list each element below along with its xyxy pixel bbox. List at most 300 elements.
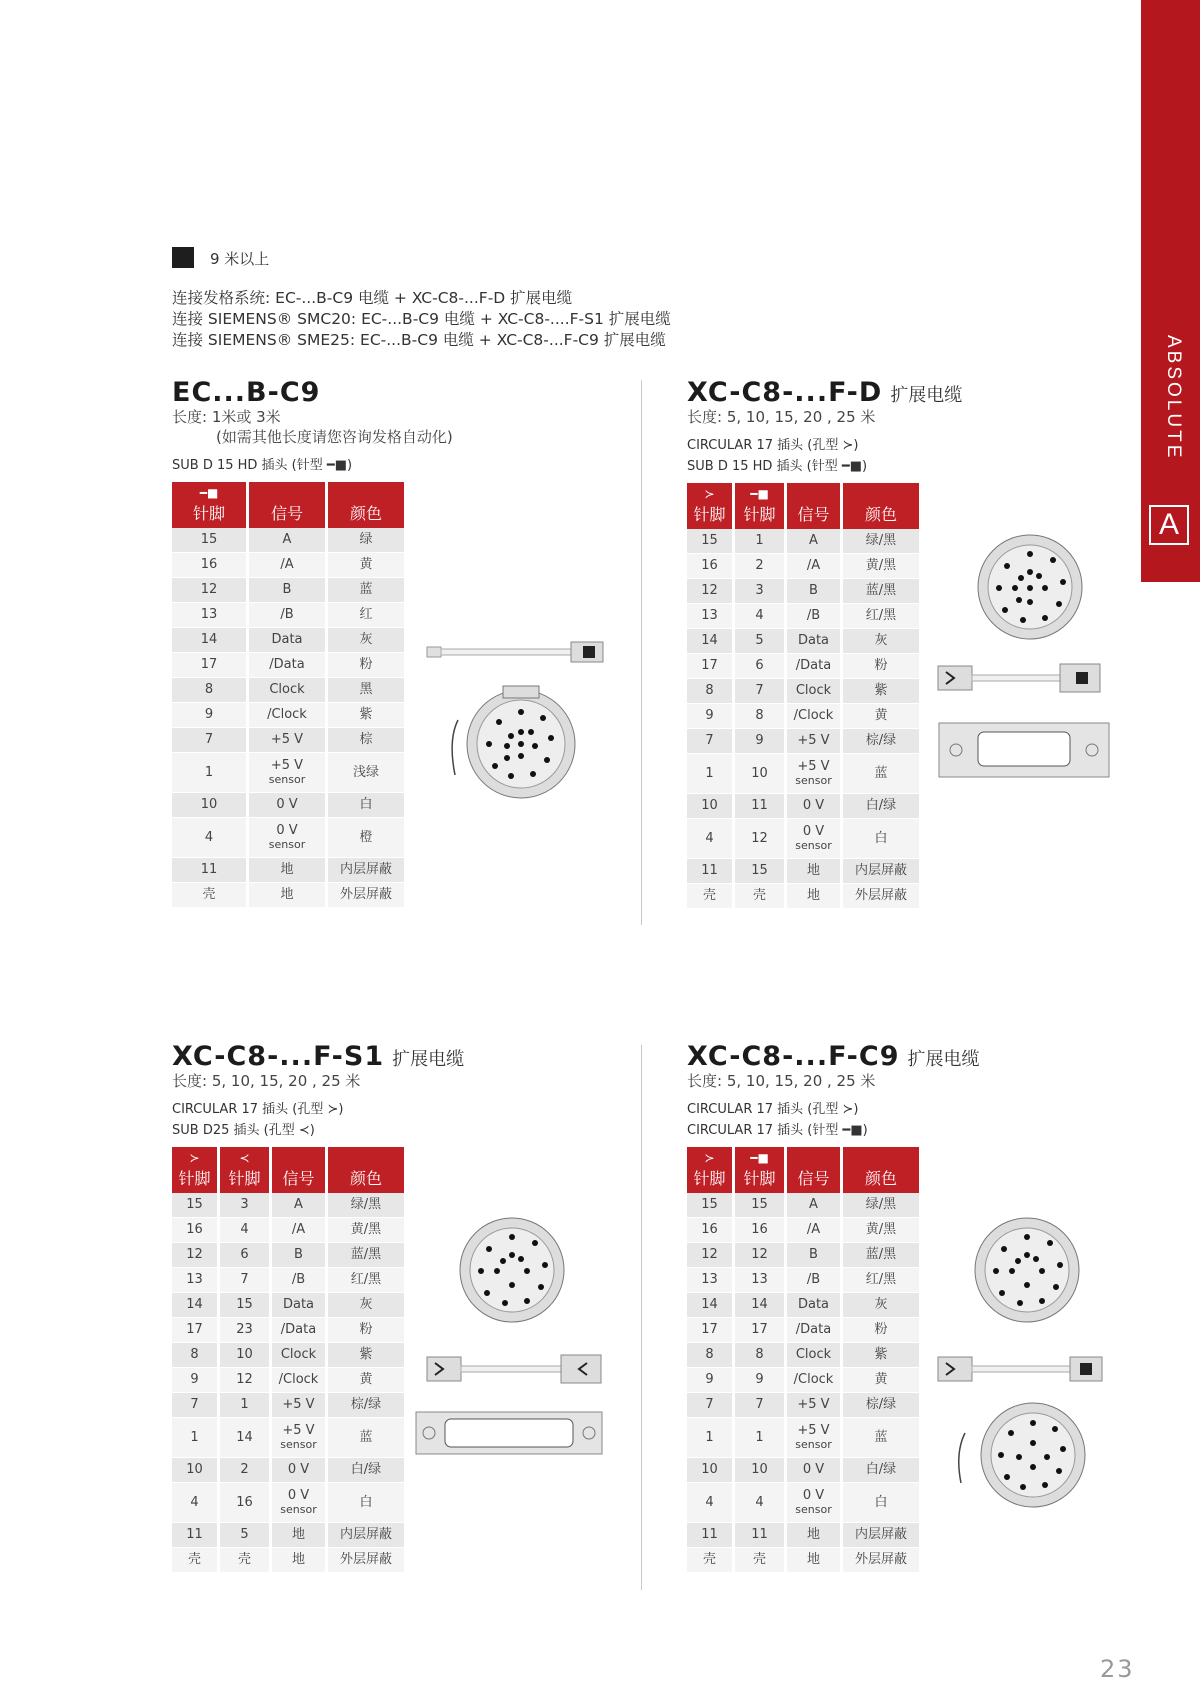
table-cell: /A [272,1218,325,1243]
table-cell [787,819,840,859]
table-cell: 红 [328,603,404,628]
table-cell: 外层屏蔽 [328,1548,404,1573]
page-number: 23 [1100,1655,1135,1683]
table-row [172,1343,404,1368]
table-row [687,794,919,819]
table-row [172,858,404,883]
table-cell: 0 V [787,794,840,819]
table-cell: 蓝/黑 [328,1243,404,1268]
table-cell [787,1483,840,1523]
table-cell: 粉 [843,1318,919,1343]
connector-spec: CIRCULAR 17 插头 (孔型 ≻) [687,438,859,453]
table-cell: 棕/绿 [843,729,919,754]
table-cell: /Data [787,654,840,679]
connector-type-icon [787,1152,840,1166]
table-cell [249,818,325,858]
table-row [172,1193,404,1218]
table-row [687,884,919,909]
table-cell: 14 [172,628,246,653]
table-cell: 壳 [172,1548,217,1573]
table-row [172,553,404,578]
table-row [172,1368,404,1393]
connector-type-icon: ━■ [750,1151,769,1165]
table-row [172,603,404,628]
table-cell: 紫 [328,703,404,728]
table-cell: 12 [735,819,784,859]
table-cell: 灰 [843,629,919,654]
table-cell: /A [249,553,325,578]
table-cell: 12 [735,1243,784,1268]
table-cell: 16 [687,1218,732,1243]
table-row [687,1193,919,1218]
table-row [687,604,919,629]
table-row [687,579,919,604]
table-cell: 黄 [843,1368,919,1393]
table-row [687,554,919,579]
table-row [172,1458,404,1483]
cable-title [687,1041,980,1071]
cell-text: +5 V [797,758,830,774]
table-row [172,1318,404,1343]
table-row [172,1243,404,1268]
cell-subtext: sensor [795,1502,832,1516]
table-header: 信号 [272,1147,325,1193]
column-divider [641,1045,642,1590]
table-cell: 9 [172,703,246,728]
cell-text: +5 V [797,1422,830,1438]
table-cell: 11 [172,858,246,883]
table-cell: 9 [735,729,784,754]
connector-spec: CIRCULAR 17 插头 (孔型 ≻) [687,1102,859,1117]
cell-text: +5 V [270,757,304,773]
table-row [172,1548,404,1573]
table-cell: 2 [220,1458,269,1483]
table-cell: 黄/黑 [843,554,919,579]
table-cell: 白 [328,1483,404,1523]
table-cell: 14 [172,1293,217,1318]
table-cell: 9 [687,704,732,729]
table-cell: 白 [843,1483,919,1523]
table-cell: /B [787,1268,840,1293]
cable-model: XC-C8-...F-C9 [687,1041,900,1072]
cable-drawing [936,660,1106,696]
sub-d25-connector-drawing [415,1411,603,1455]
intro-line: 连接 SIEMENS® SME25: EC-...B-C9 电缆 + XC-C8-...F-C9 扩展电缆 [172,331,666,349]
table-cell: 壳 [735,1548,784,1573]
table-row [172,728,404,753]
column-divider [641,380,642,925]
table-cell: 15 [220,1293,269,1318]
cable-block-xc-f-c9 [687,1041,980,1573]
table-cell: 16 [735,1218,784,1243]
table-row [172,578,404,603]
table-header: ≻ 针脚 [687,1147,732,1193]
table-cell: Clock [249,678,325,703]
table-row [172,1483,404,1523]
table-cell: 地 [787,1523,840,1548]
table-cell: 内层屏蔽 [843,1523,919,1548]
cable-model: XC-C8-...F-D [687,377,883,408]
pinout-table [169,1147,407,1573]
cable-block-xc-f-s1 [172,1041,464,1573]
table-cell: 蓝 [843,754,919,794]
table-cell: /B [787,604,840,629]
cable-length: 长度: 1米或 3米 [172,408,281,426]
table-cell: 15 [735,1193,784,1218]
table-cell: 17 [687,1318,732,1343]
table-cell: 3 [735,579,784,604]
table-cell: 16 [220,1483,269,1523]
table-cell: 绿 [328,528,404,553]
table-cell: 4 [687,1483,732,1523]
table-cell [272,1418,325,1458]
table-cell: 内层屏蔽 [843,859,919,884]
circular-connector-pin-diagram [972,1215,1082,1325]
circular-connector-pin-diagram [443,680,593,805]
table-row [687,1318,919,1343]
section-label: 9 米以上 [210,250,270,268]
table-cell: 绿/黑 [843,1193,919,1218]
table-cell: 6 [735,654,784,679]
table-cell: 外层屏蔽 [843,884,919,909]
table-cell: 10 [172,793,246,818]
table-row [172,653,404,678]
table-cell: B [272,1243,325,1268]
table-cell: 黄 [328,1368,404,1393]
table-cell: 红/黑 [328,1268,404,1293]
table-row [687,1368,919,1393]
table-cell: 11 [735,794,784,819]
table-cell: 内层屏蔽 [328,858,404,883]
table-row [687,1483,919,1523]
table-cell: 7 [172,728,246,753]
table-cell: 地 [787,884,840,909]
table-header: 信号 [787,1147,840,1193]
table-cell: A [787,529,840,554]
table-cell: /Data [272,1318,325,1343]
cable-length: 长度: 5, 10, 15, 20 , 25 米 [687,1072,876,1090]
table-cell: 13 [172,603,246,628]
cable-type: 扩展电缆 [890,385,963,406]
cell-text: 0 V [287,1487,310,1503]
table-cell: 4 [172,1483,217,1523]
table-cell: 橙 [328,818,404,858]
table-cell [787,1418,840,1458]
table-cell: 1 [687,1418,732,1458]
table-cell: /Clock [249,703,325,728]
table-cell: /Clock [787,1368,840,1393]
table-cell: 10 [172,1458,217,1483]
table-cell: 壳 [687,884,732,909]
pinout-table [684,483,922,909]
table-row [687,754,919,794]
table-cell: 地 [272,1548,325,1573]
table-row [687,1523,919,1548]
table-row [172,528,404,553]
table-cell: 2 [735,554,784,579]
table-header: 信号 [249,482,325,528]
cable-block-xc-f-d [687,377,962,909]
circular-connector-pin-diagram [955,1395,1090,1510]
table-cell: 白/绿 [843,1458,919,1483]
table-cell: 23 [220,1318,269,1343]
connector-type-icon: ━■ [199,486,219,500]
table-cell: 4 [687,819,732,859]
cable-drawing [425,1351,605,1387]
table-cell: 地 [249,883,325,908]
connector-type-icon: ≻ [704,1151,715,1165]
table-cell: /Clock [272,1368,325,1393]
cell-text: 0 V [802,1487,825,1503]
table-row [687,729,919,754]
table-header: 颜色 [843,483,919,529]
table-cell: 紫 [843,1343,919,1368]
table-cell: B [787,579,840,604]
table-header: ━■ 针脚 [735,483,784,529]
connector-spec: SUB D 15 HD 插头 (针型 ━■) [687,459,868,474]
table-cell: 地 [787,1548,840,1573]
table-cell: 7 [735,679,784,704]
table-cell: 7 [687,729,732,754]
table-cell: A [249,528,325,553]
section-bullet-square [172,247,194,268]
table-cell: 外层屏蔽 [328,883,404,908]
connector-type-icon [787,488,840,502]
table-row [687,1418,919,1458]
table-cell: 13 [735,1268,784,1293]
table-row [687,1293,919,1318]
table-cell: 15 [735,859,784,884]
table-cell: 白/绿 [843,794,919,819]
table-cell: 11 [172,1523,217,1548]
table-cell: 7 [687,1393,732,1418]
table-header: ≻ 针脚 [172,1147,217,1193]
cell-subtext: sensor [268,837,306,851]
table-cell: +5 V [787,729,840,754]
table-cell: 12 [687,579,732,604]
table-cell: 11 [687,1523,732,1548]
table-cell: +5 V [787,1393,840,1418]
table-cell: 16 [172,553,246,578]
table-cell: 蓝 [843,1418,919,1458]
cable-length-note: (如需其他长度请您咨询发格自动化) [216,428,453,446]
table-cell: 蓝/黑 [843,1243,919,1268]
cable-title [172,1041,464,1071]
table-cell: 7 [735,1393,784,1418]
table-row [172,818,404,858]
table-cell: 17 [172,653,246,678]
table-cell [272,1483,325,1523]
connector-spec: CIRCULAR 17 插头 (针型 ━■) [687,1123,868,1138]
table-cell: 10 [735,754,784,794]
table-cell: 粉 [328,653,404,678]
table-row [172,753,404,793]
table-cell: 0 V [787,1458,840,1483]
table-cell: 棕/绿 [843,1393,919,1418]
side-tab-letter-box: A [1149,505,1189,545]
table-cell: 12 [220,1368,269,1393]
cell-text: +5 V [282,1422,315,1438]
pinout-table [169,482,407,908]
table-cell: 3 [220,1193,269,1218]
table-cell: 10 [735,1458,784,1483]
table-cell: 壳 [172,883,246,908]
table-cell: 8 [172,678,246,703]
connector-type-icon [843,488,919,502]
table-cell: 14 [220,1418,269,1458]
table-row [687,1268,919,1293]
table-row [687,1218,919,1243]
table-cell: 11 [687,859,732,884]
table-cell: 灰 [843,1293,919,1318]
table-cell: 粉 [843,654,919,679]
table-cell: 7 [172,1393,217,1418]
table-cell: 0 V [249,793,325,818]
table-cell: Data [787,629,840,654]
table-cell: +5 V [272,1393,325,1418]
table-cell: 8 [687,679,732,704]
cable-length: 长度: 5, 10, 15, 20 , 25 米 [172,1072,361,1090]
table-cell: 15 [172,1193,217,1218]
table-row [172,1293,404,1318]
table-header: 颜色 [328,482,404,528]
table-cell: B [787,1243,840,1268]
connector-type-icon [328,487,404,501]
table-cell: 棕/绿 [328,1393,404,1418]
table-cell: 紫 [328,1343,404,1368]
table-row [172,1218,404,1243]
table-row [172,1268,404,1293]
table-cell: Data [249,628,325,653]
intro-line: 连接 SIEMENS® SMC20: EC-...B-C9 电缆 + XC-C8-....F-S1 扩展电缆 [172,310,671,328]
cell-text: 0 V [802,823,825,839]
table-cell: 8 [172,1343,217,1368]
table-cell: 白 [843,819,919,859]
connector-type-icon: ≻ [189,1151,200,1165]
table-row [172,1523,404,1548]
cell-text: 0 V [276,822,298,838]
table-cell: 16 [172,1218,217,1243]
table-cell: 8 [735,1343,784,1368]
connector-type-icon [328,1152,404,1166]
table-cell: 10 [687,1458,732,1483]
table-cell: 13 [687,1268,732,1293]
table-row [687,704,919,729]
table-cell: +5 V [249,728,325,753]
connector-spec: CIRCULAR 17 插头 (孔型 ≻) [172,1102,344,1117]
table-cell: 棕 [328,728,404,753]
table-cell: 4 [735,1483,784,1523]
table-cell: 1 [687,754,732,794]
side-tab [1141,0,1200,582]
table-row [172,1393,404,1418]
table-cell: 15 [687,529,732,554]
table-row [687,859,919,884]
table-cell: 6 [220,1243,269,1268]
table-cell: 11 [735,1523,784,1548]
cable-drawing [936,1351,1106,1387]
table-cell: 灰 [328,628,404,653]
table-cell: 4 [735,604,784,629]
table-cell: 1 [735,1418,784,1458]
table-row [687,1458,919,1483]
table-row [172,628,404,653]
table-cell: 10 [687,794,732,819]
table-cell: /A [787,1218,840,1243]
table-cell: 17 [687,654,732,679]
table-cell: 黄 [843,704,919,729]
table-cell: 粉 [328,1318,404,1343]
table-cell: 10 [220,1343,269,1368]
intro-line: 连接发格系统: EC-...B-C9 电缆 + XC-C8-...F-D 扩展电缆 [172,289,573,307]
table-cell: /B [249,603,325,628]
table-cell: 灰 [328,1293,404,1318]
table-cell: /Data [787,1318,840,1343]
table-cell: 9 [735,1368,784,1393]
table-cell: Data [272,1293,325,1318]
table-cell: 黄/黑 [843,1218,919,1243]
table-cell: 8 [735,704,784,729]
cell-subtext: sensor [795,773,832,787]
table-cell: 1 [220,1393,269,1418]
table-cell: 14 [735,1293,784,1318]
cell-subtext: sensor [280,1502,317,1516]
table-cell: 蓝 [328,1418,404,1458]
cable-length: 长度: 5, 10, 15, 20 , 25 米 [687,408,876,426]
table-header: 颜色 [328,1147,404,1193]
table-cell: 4 [220,1218,269,1243]
pinout-table [684,1147,922,1573]
table-cell: /B [272,1268,325,1293]
table-header: ≻ 针脚 [687,483,732,529]
table-cell: 17 [735,1318,784,1343]
table-cell: Clock [272,1343,325,1368]
table-cell: 5 [220,1523,269,1548]
cable-title [172,377,453,407]
circular-connector-pin-diagram [975,532,1085,642]
table-cell: A [787,1193,840,1218]
table-cell: 地 [272,1523,325,1548]
table-header: 信号 [787,483,840,529]
table-cell: 外层屏蔽 [843,1548,919,1573]
table-cell: 17 [172,1318,217,1343]
table-cell: 蓝 [328,578,404,603]
table-cell: 15 [687,1193,732,1218]
table-header: ━■ 针脚 [735,1147,784,1193]
table-header: ━■ 针脚 [172,482,246,528]
table-cell: 5 [735,629,784,654]
connector-type-icon: ≺ [239,1151,250,1165]
table-cell: A [272,1193,325,1218]
sub-d-connector-drawing [938,722,1110,778]
table-cell: 8 [687,1343,732,1368]
table-cell: 12 [172,578,246,603]
table-cell: /Clock [787,704,840,729]
connector-type-icon: ≻ [704,487,715,501]
table-cell: 9 [172,1368,217,1393]
cable-title [687,377,962,407]
connector-type-icon [843,1152,919,1166]
table-cell: 14 [687,1293,732,1318]
table-cell: 地 [787,859,840,884]
table-row [687,819,919,859]
table-cell: 16 [687,554,732,579]
cable-model: EC...B-C9 [172,377,321,408]
circular-connector-pin-diagram [457,1215,567,1325]
table-row [687,1243,919,1268]
table-cell: B [249,578,325,603]
table-cell: 红/黑 [843,604,919,629]
